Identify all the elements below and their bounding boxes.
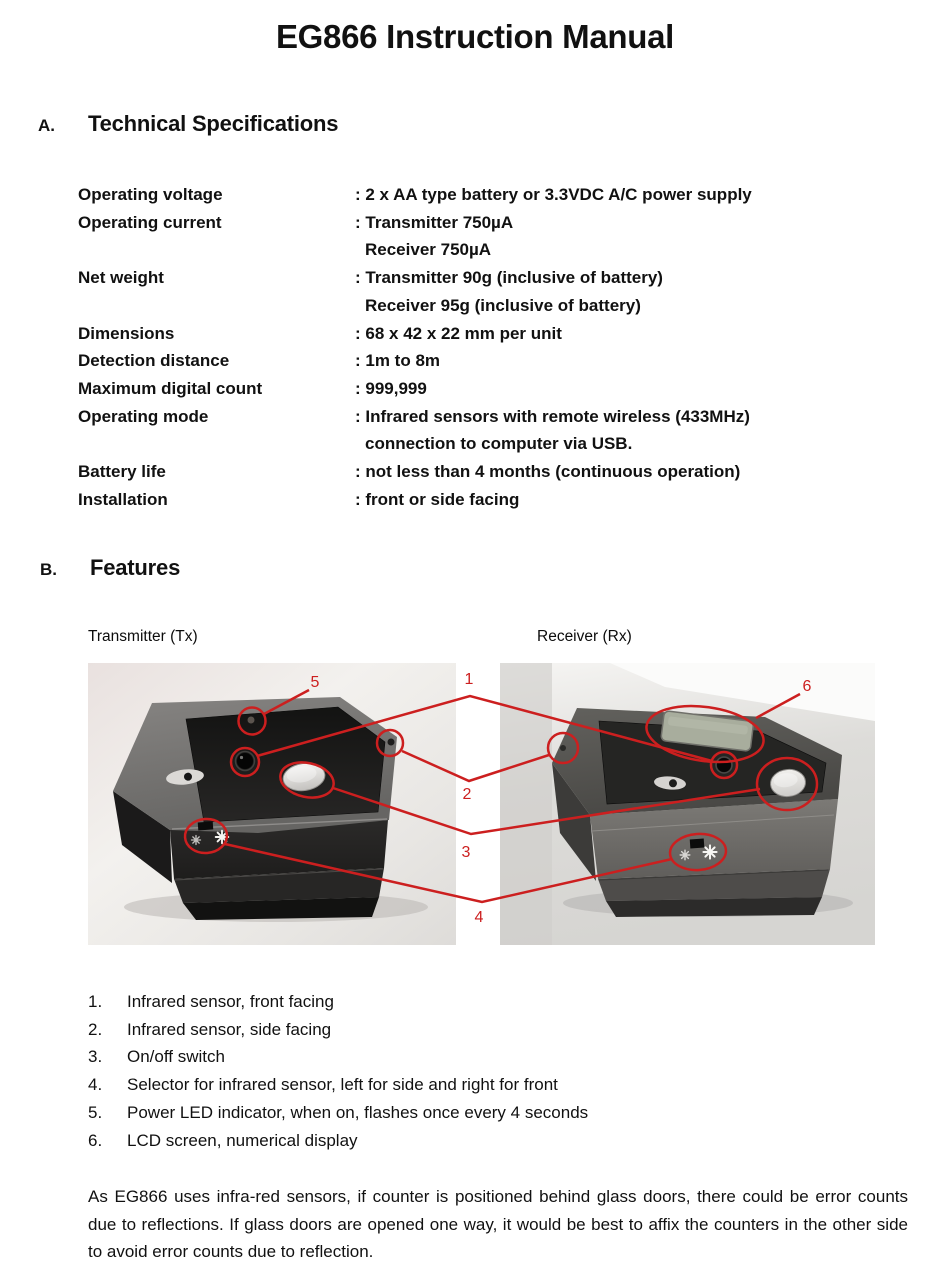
spec-value-cont: Receiver 750µA (365, 240, 492, 260)
section-b-title: Features (90, 555, 181, 580)
callout-label-1: 1 (464, 671, 474, 688)
receiver-photo (500, 663, 875, 945)
spec-value-cont: connection to computer via USB. (365, 434, 633, 454)
spec-value: : not less than 4 months (continuous operation) (355, 462, 741, 482)
section-a-title: Technical Specifications (88, 111, 339, 136)
features-list (88, 988, 908, 1154)
spec-row (78, 209, 918, 264)
spec-value: : 68 x 42 x 22 mm per unit (355, 323, 562, 343)
list-item (88, 1127, 908, 1155)
callout-label-6: 6 (802, 678, 812, 695)
callout-label-3: 3 (461, 844, 471, 861)
ir-sensor-front-icon (236, 752, 255, 771)
sunburst-icon (192, 836, 201, 845)
ir-sensor-side (388, 739, 395, 746)
spec-label: Operating current (78, 212, 222, 232)
spec-label: Maximum digital count (78, 378, 263, 398)
spec-value: : Transmitter 90g (inclusive of battery) (355, 268, 663, 288)
list-text: Infrared sensor, front facing (127, 992, 334, 1011)
transmitter-label: Transmitter (Tx) (88, 628, 198, 645)
spec-label: Installation (78, 489, 168, 509)
list-text: Power LED indicator, when on, flashes once every 4 seconds (127, 1102, 589, 1122)
list-number: 1. (88, 992, 103, 1011)
callout-label-4: 4 (474, 909, 484, 926)
spec-label: Operating voltage (78, 185, 223, 204)
section-b-letter: B. (40, 560, 57, 579)
device-figure (88, 663, 878, 945)
list-item (88, 1043, 908, 1071)
spec-value: : 2 x AA type battery or 3.3VDC A/C power supply (355, 185, 752, 204)
spec-value: : 1m to 8m (355, 351, 441, 371)
sunburst-icon (216, 831, 229, 844)
spec-row (78, 347, 918, 375)
spec-row (78, 181, 918, 209)
list-text: Selector for infrared sensor, left for side and right for front (127, 1075, 558, 1095)
spec-label: Battery life (78, 462, 166, 482)
section-b-heading (40, 555, 180, 581)
list-text: Infrared sensor, side facing (127, 1019, 332, 1039)
spec-label: Dimensions (78, 323, 175, 343)
spec-row (78, 403, 918, 458)
page-title: EG866 Instruction Manual (275, 18, 675, 55)
callout-label-5: 5 (310, 674, 320, 691)
list-number: 3. (88, 1047, 103, 1067)
shade-band (500, 663, 552, 945)
power-led (248, 717, 255, 724)
spec-row (78, 375, 918, 403)
reflection-note: As EG866 uses infra-red sensors, if counter is positioned behind glass doors, there could be error counts due to reflections. If glass doors are opened one way, it would be best to affix the counters in the other side to avoid error counts due to reflection. (88, 1187, 908, 1262)
list-item (88, 1071, 908, 1099)
spec-value-cont: Receiver 95g (inclusive of battery) (365, 295, 641, 315)
list-item (88, 988, 908, 1016)
list-item (88, 1016, 908, 1044)
list-number: 2. (88, 1019, 103, 1039)
spec-row (78, 458, 918, 486)
receiver-drawing (500, 663, 875, 945)
spec-row (78, 264, 918, 319)
list-item (88, 1099, 908, 1127)
receiver-label: Receiver (Rx) (537, 628, 632, 645)
transmitter-photo (88, 663, 456, 945)
spec-row (78, 320, 918, 348)
callout-label-2: 2 (462, 786, 472, 803)
list-number: 5. (88, 1102, 103, 1122)
spec-row (78, 486, 918, 514)
spec-label: Net weight (78, 268, 164, 288)
list-number: 6. (88, 1130, 103, 1150)
spec-table (78, 181, 918, 513)
ir-sensor-side (560, 745, 566, 751)
spec-label: Detection distance (78, 351, 230, 371)
section-a-heading (38, 111, 338, 137)
spec-label: Operating mode (78, 406, 209, 426)
spec-value: : Infrared sensors with remote wireless (433MHz) (355, 406, 750, 426)
section-a-letter: A. (38, 116, 55, 135)
list-text: LCD screen, numerical display (127, 1130, 358, 1150)
transmitter-drawing (88, 663, 456, 945)
ir-sensor-front-icon (716, 757, 732, 773)
spec-value: : 999,999 (355, 378, 427, 398)
spec-value: : Transmitter 750µA (355, 212, 514, 232)
list-text: On/off switch (127, 1047, 225, 1067)
sunburst-icon (680, 850, 690, 860)
sunburst-icon (703, 845, 716, 858)
list-number: 4. (88, 1075, 103, 1095)
spec-value: : front or side facing (355, 489, 520, 509)
